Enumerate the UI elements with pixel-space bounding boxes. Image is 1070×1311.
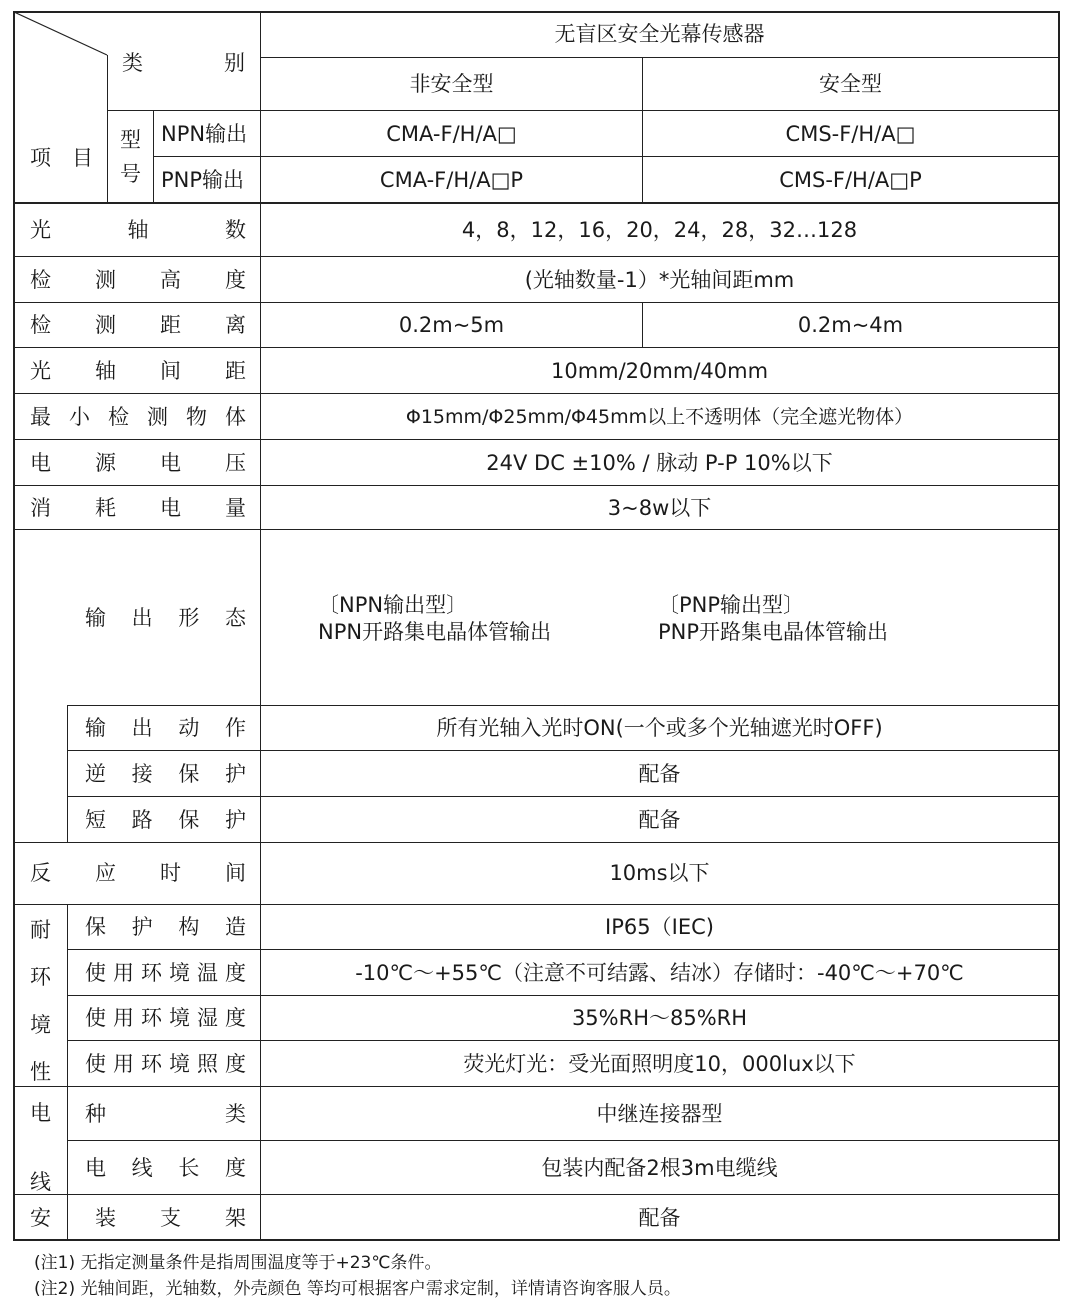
pnp-safety-model: CMS-F/H/A□P [779,168,922,192]
response-value: 10ms以下 [609,861,710,885]
grid-line [13,1086,1060,1087]
grid-line [153,156,1058,157]
short-protect-label: 短 路 保 护 [85,808,246,832]
distance-nonsafety-value: 0.2m~5m [398,313,505,337]
min-object-label: 最 小 检 测 物 体 [30,405,246,429]
model-label-1: 型 [120,128,141,152]
distance-label: 检 测 距 离 [30,313,246,337]
col-safety-header: 安全型 [819,72,882,96]
grid-line [67,705,1058,706]
col-nonsafety-header: 非安全型 [409,72,494,96]
npn-output-title: 〔NPN输出型〕 [318,593,468,617]
power-value: 3~8w以下 [607,496,712,520]
output-action-label: 输 出 动 作 [85,716,246,740]
env-group-label-1: 耐 [30,918,51,942]
output-action-value: 所有光轴入光时ON(一个或多个光轴遮光时OFF) [436,716,883,740]
axes-value: 4，8，12，16，20，24，28，32…128 [461,218,858,242]
bracket-value: 配备 [638,1206,681,1230]
model-label-2: 号 [120,162,141,186]
pnp-output-title: 〔PNP输出型〕 [658,593,805,617]
temp-value: -10℃～+55℃（注意不可结露、结冰）存储时：-40℃～+70℃ [355,961,964,985]
cable-group-label-2: 线 [30,1170,51,1194]
item-label: 项 目 [30,146,93,170]
grid-line [67,796,1058,797]
npn-safety-model: CMS-F/H/A□ [785,122,916,146]
power-label: 消 耗 电 量 [30,496,246,520]
header-diagonal [14,12,108,56]
axes-label: 光 轴 数 [30,218,246,242]
npn-nonsafety-model: CMA-F/H/A□ [386,122,517,146]
humidity-value: 35%RH～85%RH [571,1006,748,1030]
frame-right [1058,11,1060,1241]
height-value: (光轴数量-1）*光轴间距mm [524,268,795,292]
env-group-label-2: 环 [30,965,51,989]
grid-line [13,842,1060,843]
pitch-label: 光 轴 间 距 [30,359,246,383]
voltage-label: 电 源 电 压 [30,451,246,475]
cable-length-label: 电 线 长 度 [85,1156,246,1180]
short-protect-value: 配备 [638,808,681,832]
grid-line [13,529,1060,530]
output-form-label: 输 出 形 态 [85,606,246,630]
illum-value: 荧光灯光：受光面照明度10，000lux以下 [463,1052,856,1076]
pitch-value: 10mm/20mm/40mm [550,359,769,383]
height-label: 检 测 高 度 [30,268,246,292]
grid-line [67,1140,1058,1141]
protection-label: 保 护 构 造 [85,915,246,939]
grid-line [13,393,1060,394]
reverse-protect-label: 逆 接 保 护 [85,762,246,786]
cable-group-label-1: 电 [30,1101,51,1125]
pnp-output-desc: PNP开路集电晶体管输出 [658,620,889,644]
grid-line [13,904,1060,905]
humidity-label: 使 用 环 境 湿 度 [85,1006,246,1030]
grid-line [13,302,1060,303]
grid-line [13,1194,1060,1195]
env-group-label-3: 境 [30,1013,51,1037]
illum-label: 使 用 环 境 照 度 [85,1052,246,1076]
pnp-nonsafety-model: CMA-F/H/A□P [379,168,524,192]
pnp-output-label: PNP输出 [161,168,245,192]
grid-line [13,202,1060,204]
reverse-protect-value: 配备 [638,762,681,786]
grid-line [260,57,1058,58]
grid-line [67,1040,1058,1041]
frame-bottom [13,1239,1060,1241]
grid-line [67,995,1058,996]
bracket-label: 安 装 支 架 [30,1206,246,1230]
response-label: 反 应 时 间 [30,861,246,885]
grid-line [13,485,1060,486]
env-group-label-4: 性 [30,1060,51,1084]
grid-line [13,347,1060,348]
grid-line [107,110,1058,111]
distance-safety-value: 0.2m~4m [797,313,904,337]
min-object-value: Φ15mm/Φ25mm/Φ45mm以上不透明体（完全遮光物体） [405,406,914,428]
grid-line [13,439,1060,440]
grid-line [13,256,1060,257]
product-title: 无盲区安全光幕传感器 [554,22,765,46]
npn-output-desc: NPN开路集电晶体管输出 [318,620,552,644]
note-2: (注2) 光轴间距，光轴数，外壳颜色 等均可根据客户需求定制，详情请咨询客服人员。 [34,1279,681,1299]
cable-type-label: 种 类 [85,1102,246,1126]
frame-left [13,11,15,1241]
category-label-2: 别 [224,51,245,75]
grid-line [67,904,68,1240]
grid-line [67,705,68,842]
grid-line [67,949,1058,950]
frame-top [13,11,1060,13]
npn-output-label: NPN输出 [161,122,248,146]
temp-label: 使 用 环 境 温 度 [85,961,246,985]
grid-line [67,750,1058,751]
protection-value: IP65（IEC) [605,915,714,939]
cable-type-value: 中继连接器型 [596,1102,723,1126]
cable-length-value: 包装内配备2根3m电缆线 [541,1156,778,1180]
grid-line [107,55,108,202]
note-1: (注1) 无指定测量条件是指周围温度等于+23℃条件。 [34,1253,442,1273]
voltage-value: 24V DC ±10% / 脉动 P-P 10%以下 [486,451,833,475]
category-label-1: 类 [122,51,143,75]
